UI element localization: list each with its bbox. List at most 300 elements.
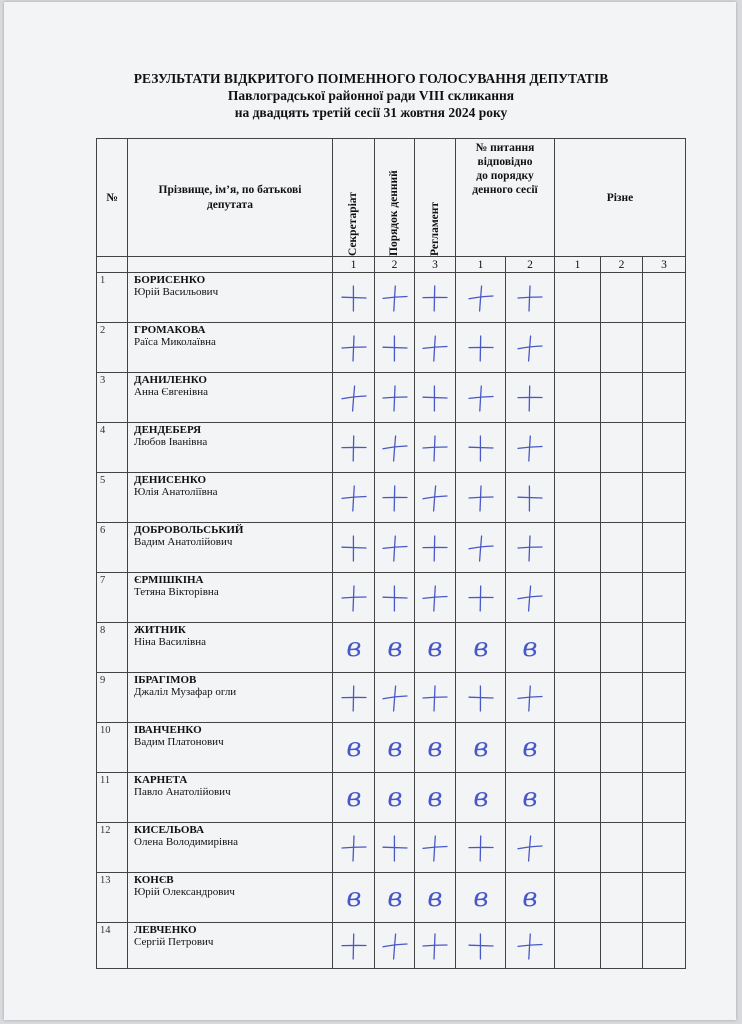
title-line-3: на двадцять третій сесії 31 жовтня 2024 року: [234, 105, 508, 120]
document-title: [0, 70, 742, 121]
empty-vote-cell: [555, 373, 601, 423]
deputy-number: 6: [97, 523, 128, 573]
vote-for-cell: [506, 273, 555, 323]
empty-vote-cell: [601, 423, 643, 473]
vote-for-cell: [333, 423, 375, 473]
plus-mark-icon: [337, 431, 371, 465]
plus-mark-icon: [418, 681, 452, 715]
deputy-number: 3: [97, 373, 128, 423]
absent-mark-text: в: [522, 632, 538, 663]
vote-absent-cell: [506, 773, 555, 823]
empty-vote-cell: [555, 823, 601, 873]
subheader-row: [97, 257, 686, 273]
title-line-2: Павлоградської районної ради VIII скликання: [227, 88, 515, 103]
absent-mark-icon: [464, 881, 498, 915]
vote-for-cell: [333, 573, 375, 623]
deputy-given-names: Раїса Миколаївна: [134, 336, 216, 348]
header-items-line-1: № питання: [475, 142, 535, 154]
absent-mark-text: в: [427, 632, 443, 663]
deputy-name: [128, 623, 333, 673]
plus-mark-icon: [418, 481, 452, 515]
absent-mark-text: в: [386, 782, 403, 813]
deputy-surname: ЖИТНИК: [134, 624, 186, 636]
vote-absent-cell: [415, 723, 456, 773]
vote-for-cell: [506, 673, 555, 723]
plus-mark-icon: [418, 581, 452, 615]
empty-vote-cell: [601, 323, 643, 373]
vote-absent-cell: [375, 873, 415, 923]
deputy-number: 8: [97, 623, 128, 673]
vote-for-cell: [415, 523, 456, 573]
plus-mark-icon: [378, 481, 412, 515]
vote-for-cell: [456, 373, 506, 423]
vote-for-cell: [375, 923, 415, 969]
empty-vote-cell: [555, 873, 601, 923]
plus-mark-icon: [513, 929, 547, 963]
absent-mark-text: в: [522, 782, 538, 813]
plus-mark-icon: [513, 681, 547, 715]
subheader-cell: 1: [456, 257, 506, 273]
absent-mark-icon: [378, 731, 412, 765]
empty-vote-cell: [555, 523, 601, 573]
vote-for-cell: [375, 273, 415, 323]
vote-for-cell: [456, 423, 506, 473]
header-secretariat: [333, 139, 375, 257]
header-name-line-1: Прізвище, ім’я, по батькові: [158, 183, 302, 196]
plus-mark-icon: [418, 331, 452, 365]
subheader-blank-num: [97, 257, 128, 273]
deputy-number: 11: [97, 773, 128, 823]
deputy-number: 4: [97, 423, 128, 473]
absent-mark-text: в: [427, 782, 443, 813]
empty-vote-cell: [643, 473, 686, 523]
absent-mark-text: в: [522, 882, 538, 913]
deputy-name: [128, 273, 333, 323]
deputy-name: [128, 523, 333, 573]
subheader-cell: 2: [601, 257, 643, 273]
deputy-row: [97, 423, 686, 473]
deputy-row: [97, 723, 686, 773]
absent-mark-icon: [513, 731, 547, 765]
deputy-surname: КОНЄВ: [134, 874, 174, 886]
plus-mark-icon: [378, 531, 412, 565]
vote-for-cell: [375, 423, 415, 473]
vote-absent-cell: [333, 723, 375, 773]
plus-mark-icon: [337, 929, 371, 963]
plus-mark-icon: [378, 581, 412, 615]
vote-for-cell: [506, 323, 555, 373]
absent-mark-icon: [513, 631, 547, 665]
absent-mark-icon: [418, 631, 452, 665]
absent-mark-text: в: [345, 632, 362, 663]
deputy-row: [97, 373, 686, 423]
plus-mark-icon: [464, 281, 498, 315]
plus-mark-icon: [337, 681, 371, 715]
vote-absent-cell: [506, 723, 555, 773]
plus-mark-icon: [378, 381, 412, 415]
deputy-name: [128, 573, 333, 623]
header-agenda-items: [456, 139, 555, 257]
deputy-name: [128, 673, 333, 723]
header-items-line-4: денного сесії: [472, 184, 538, 196]
deputy-surname: ДЕНИСЕНКО: [134, 474, 207, 486]
plus-mark-icon: [464, 531, 498, 565]
vote-absent-cell: [506, 873, 555, 923]
header-number: №: [97, 139, 128, 257]
deputy-number: 13: [97, 873, 128, 923]
deputy-number: 10: [97, 723, 128, 773]
plus-mark-icon: [464, 929, 498, 963]
vote-absent-cell: [375, 623, 415, 673]
vote-for-cell: [415, 323, 456, 373]
plus-mark-icon: [513, 581, 547, 615]
header-name-line-2: депутата: [206, 198, 254, 211]
empty-vote-cell: [601, 623, 643, 673]
empty-vote-cell: [555, 273, 601, 323]
plus-mark-icon: [378, 831, 412, 865]
absent-mark-text: в: [522, 732, 538, 763]
deputy-row: [97, 623, 686, 673]
vote-for-cell: [506, 523, 555, 573]
vote-for-cell: [506, 423, 555, 473]
plus-mark-icon: [378, 331, 412, 365]
vote-absent-cell: [415, 873, 456, 923]
deputy-given-names: Ніна Василівна: [134, 636, 207, 648]
deputy-given-names: Вадим Платонович: [134, 736, 224, 748]
header-agenda: [375, 139, 415, 257]
vote-for-cell: [456, 523, 506, 573]
absent-mark-icon: [337, 731, 371, 765]
empty-vote-cell: [643, 923, 686, 969]
absent-mark-text: в: [386, 882, 403, 913]
vote-absent-cell: [375, 723, 415, 773]
deputy-given-names: Юлія Анатоліївна: [134, 486, 218, 498]
vote-for-cell: [415, 423, 456, 473]
absent-mark-text: в: [345, 782, 362, 813]
subheader-blank-name: [128, 257, 333, 273]
deputy-name: [128, 373, 333, 423]
empty-vote-cell: [555, 723, 601, 773]
vote-for-cell: [456, 673, 506, 723]
deputy-row: [97, 473, 686, 523]
empty-vote-cell: [643, 823, 686, 873]
plus-mark-icon: [418, 431, 452, 465]
deputy-surname: ЄРМІШКІНА: [134, 574, 204, 586]
header-regulations-label: Регламент: [428, 201, 441, 256]
empty-vote-cell: [601, 573, 643, 623]
deputy-row: [97, 673, 686, 723]
plus-mark-icon: [418, 381, 452, 415]
empty-vote-cell: [643, 873, 686, 923]
header-regulations: [415, 139, 456, 257]
header-name: [128, 139, 333, 257]
vote-for-cell: [456, 323, 506, 373]
absent-mark-icon: [337, 631, 371, 665]
absent-mark-icon: [513, 781, 547, 815]
absent-mark-text: в: [427, 732, 443, 763]
empty-vote-cell: [555, 473, 601, 523]
plus-mark-icon: [337, 531, 371, 565]
absent-mark-text: в: [472, 632, 489, 663]
header-secretariat-label: Секретаріат: [347, 192, 359, 256]
absent-mark-icon: [418, 731, 452, 765]
empty-vote-cell: [643, 573, 686, 623]
vote-absent-cell: [415, 773, 456, 823]
header-misc: Різне: [555, 139, 686, 257]
subheader-cell: 3: [643, 257, 686, 273]
vote-for-cell: [456, 823, 506, 873]
empty-vote-cell: [601, 923, 643, 969]
plus-mark-icon: [464, 581, 498, 615]
deputy-number: 12: [97, 823, 128, 873]
vote-for-cell: [415, 373, 456, 423]
voting-table: [96, 138, 686, 969]
empty-vote-cell: [643, 523, 686, 573]
empty-vote-cell: [555, 923, 601, 969]
empty-vote-cell: [555, 323, 601, 373]
vote-for-cell: [333, 673, 375, 723]
deputy-given-names: Любов Іванівна: [134, 436, 208, 448]
vote-for-cell: [456, 573, 506, 623]
empty-vote-cell: [601, 373, 643, 423]
plus-mark-icon: [337, 581, 371, 615]
empty-vote-cell: [643, 773, 686, 823]
deputy-given-names: Павло Анатолійович: [134, 786, 231, 798]
vote-absent-cell: [456, 773, 506, 823]
subheader-cell: 1: [333, 257, 375, 273]
vote-absent-cell: [333, 773, 375, 823]
plus-mark-icon: [418, 929, 452, 963]
plus-mark-icon: [378, 681, 412, 715]
vote-for-cell: [415, 823, 456, 873]
absent-mark-text: в: [472, 882, 489, 913]
deputy-name: [128, 423, 333, 473]
deputy-given-names: Тетяна Вікторівна: [134, 586, 219, 598]
deputy-given-names: Анна Євгенівна: [134, 386, 208, 398]
empty-vote-cell: [555, 423, 601, 473]
vote-for-cell: [333, 823, 375, 873]
empty-vote-cell: [555, 673, 601, 723]
vote-absent-cell: [456, 873, 506, 923]
empty-vote-cell: [555, 773, 601, 823]
vote-for-cell: [506, 823, 555, 873]
deputy-given-names: Олена Володимирівна: [134, 836, 239, 848]
deputy-number: 2: [97, 323, 128, 373]
absent-mark-icon: [378, 781, 412, 815]
plus-mark-icon: [418, 531, 452, 565]
vote-for-cell: [415, 473, 456, 523]
vote-for-cell: [456, 923, 506, 969]
vote-for-cell: [375, 473, 415, 523]
subheader-cell: 1: [555, 257, 601, 273]
plus-mark-icon: [464, 431, 498, 465]
deputy-surname: ІВАНЧЕНКО: [134, 724, 202, 736]
absent-mark-text: в: [472, 732, 489, 763]
vote-for-cell: [456, 273, 506, 323]
deputy-number: 9: [97, 673, 128, 723]
subheader-cell: 2: [506, 257, 555, 273]
deputy-surname: КИСЕЛЬОВА: [134, 824, 205, 836]
empty-vote-cell: [643, 673, 686, 723]
plus-mark-icon: [337, 381, 371, 415]
vote-for-cell: [506, 573, 555, 623]
absent-mark-icon: [337, 781, 371, 815]
deputy-surname: ГРОМАКОВА: [134, 324, 206, 336]
absent-mark-icon: [464, 731, 498, 765]
plus-mark-icon: [378, 281, 412, 315]
plus-mark-icon: [418, 281, 452, 315]
plus-mark-icon: [337, 481, 371, 515]
plus-mark-icon: [464, 331, 498, 365]
deputy-number: 7: [97, 573, 128, 623]
plus-mark-icon: [513, 431, 547, 465]
absent-mark-icon: [513, 881, 547, 915]
deputy-surname: БОРИСЕНКО: [134, 274, 206, 286]
plus-mark-icon: [513, 281, 547, 315]
absent-mark-icon: [464, 631, 498, 665]
absent-mark-icon: [378, 881, 412, 915]
vote-absent-cell: [456, 723, 506, 773]
vote-for-cell: [375, 573, 415, 623]
vote-absent-cell: [333, 873, 375, 923]
empty-vote-cell: [643, 723, 686, 773]
vote-for-cell: [506, 923, 555, 969]
plus-mark-icon: [513, 531, 547, 565]
plus-mark-icon: [337, 331, 371, 365]
vote-for-cell: [456, 473, 506, 523]
empty-vote-cell: [601, 473, 643, 523]
vote-for-cell: [375, 323, 415, 373]
deputy-surname: ДЕНДЕБЕРЯ: [134, 424, 202, 436]
deputy-name: [128, 323, 333, 373]
plus-mark-icon: [513, 481, 547, 515]
absent-mark-text: в: [345, 732, 362, 763]
deputy-given-names: Джаліл Музафар огли: [134, 686, 237, 698]
deputy-surname: ДОБРОВОЛЬСЬКИЙ: [134, 524, 244, 536]
deputy-surname: ЛЕВЧЕНКО: [134, 924, 197, 936]
deputy-surname: ДАНИЛЕНКО: [134, 374, 207, 386]
vote-for-cell: [333, 273, 375, 323]
plus-mark-icon: [378, 929, 412, 963]
deputy-row: [97, 523, 686, 573]
absent-mark-text: в: [427, 882, 443, 913]
deputy-given-names: Юрій Олександрович: [134, 886, 235, 898]
deputy-row: [97, 923, 686, 969]
header-agenda-label: Порядок денний: [388, 170, 400, 256]
plus-mark-icon: [513, 331, 547, 365]
vote-for-cell: [375, 673, 415, 723]
empty-vote-cell: [643, 423, 686, 473]
title-line-1: РЕЗУЛЬТАТИ ВІДКРИТОГО ПОІМЕННОГО ГОЛОСУВАННЯ ДЕПУТАТІВ: [133, 71, 609, 86]
plus-mark-icon: [378, 431, 412, 465]
deputy-name: [128, 823, 333, 873]
empty-vote-cell: [601, 523, 643, 573]
empty-vote-cell: [601, 773, 643, 823]
empty-vote-cell: [643, 323, 686, 373]
vote-for-cell: [333, 373, 375, 423]
deputy-name: [128, 923, 333, 969]
empty-vote-cell: [601, 873, 643, 923]
header-items-line-3: до порядку: [476, 170, 534, 182]
deputy-name: [128, 873, 333, 923]
plus-mark-icon: [464, 681, 498, 715]
deputy-number: 1: [97, 273, 128, 323]
deputy-number: 14: [97, 923, 128, 969]
absent-mark-icon: [378, 631, 412, 665]
vote-for-cell: [506, 473, 555, 523]
deputy-given-names: Юрій Васильович: [134, 286, 219, 298]
subheader-cell: 2: [375, 257, 415, 273]
empty-vote-cell: [601, 823, 643, 873]
deputy-row: [97, 573, 686, 623]
empty-vote-cell: [643, 623, 686, 673]
vote-for-cell: [333, 523, 375, 573]
absent-mark-icon: [464, 781, 498, 815]
vote-absent-cell: [333, 623, 375, 673]
absent-mark-text: в: [472, 782, 489, 813]
absent-mark-icon: [418, 781, 452, 815]
vote-for-cell: [333, 923, 375, 969]
subheader-cell: 3: [415, 257, 456, 273]
vote-for-cell: [333, 473, 375, 523]
vote-for-cell: [375, 823, 415, 873]
vote-for-cell: [415, 573, 456, 623]
deputy-row: [97, 273, 686, 323]
deputy-surname: КАРНЕТА: [134, 774, 188, 786]
deputy-name: [128, 473, 333, 523]
header-row: [97, 139, 686, 257]
vote-absent-cell: [506, 623, 555, 673]
deputy-row: [97, 773, 686, 823]
vote-for-cell: [415, 673, 456, 723]
vote-for-cell: [375, 373, 415, 423]
vote-for-cell: [415, 923, 456, 969]
vote-for-cell: [506, 373, 555, 423]
empty-vote-cell: [555, 573, 601, 623]
plus-mark-icon: [464, 481, 498, 515]
vote-for-cell: [415, 273, 456, 323]
absent-mark-icon: [337, 881, 371, 915]
absent-mark-icon: [418, 881, 452, 915]
empty-vote-cell: [601, 673, 643, 723]
absent-mark-text: в: [386, 632, 403, 663]
vote-for-cell: [333, 323, 375, 373]
plus-mark-icon: [513, 831, 547, 865]
deputy-name: [128, 723, 333, 773]
empty-vote-cell: [643, 373, 686, 423]
vote-absent-cell: [415, 623, 456, 673]
empty-vote-cell: [555, 623, 601, 673]
empty-vote-cell: [643, 273, 686, 323]
vote-absent-cell: [456, 623, 506, 673]
absent-mark-text: в: [345, 882, 362, 913]
vote-absent-cell: [375, 773, 415, 823]
deputy-row: [97, 873, 686, 923]
deputy-given-names: Вадим Анатолійович: [134, 536, 233, 548]
deputy-surname: ІБРАГІМОВ: [134, 674, 197, 686]
plus-mark-icon: [464, 831, 498, 865]
header-items-line-2: відповідно: [477, 156, 533, 168]
deputy-row: [97, 323, 686, 373]
absent-mark-text: в: [386, 732, 403, 763]
plus-mark-icon: [513, 381, 547, 415]
empty-vote-cell: [601, 273, 643, 323]
deputy-given-names: Сергій Петрович: [134, 936, 214, 948]
plus-mark-icon: [337, 281, 371, 315]
deputy-row: [97, 823, 686, 873]
vote-for-cell: [375, 523, 415, 573]
plus-mark-icon: [337, 831, 371, 865]
